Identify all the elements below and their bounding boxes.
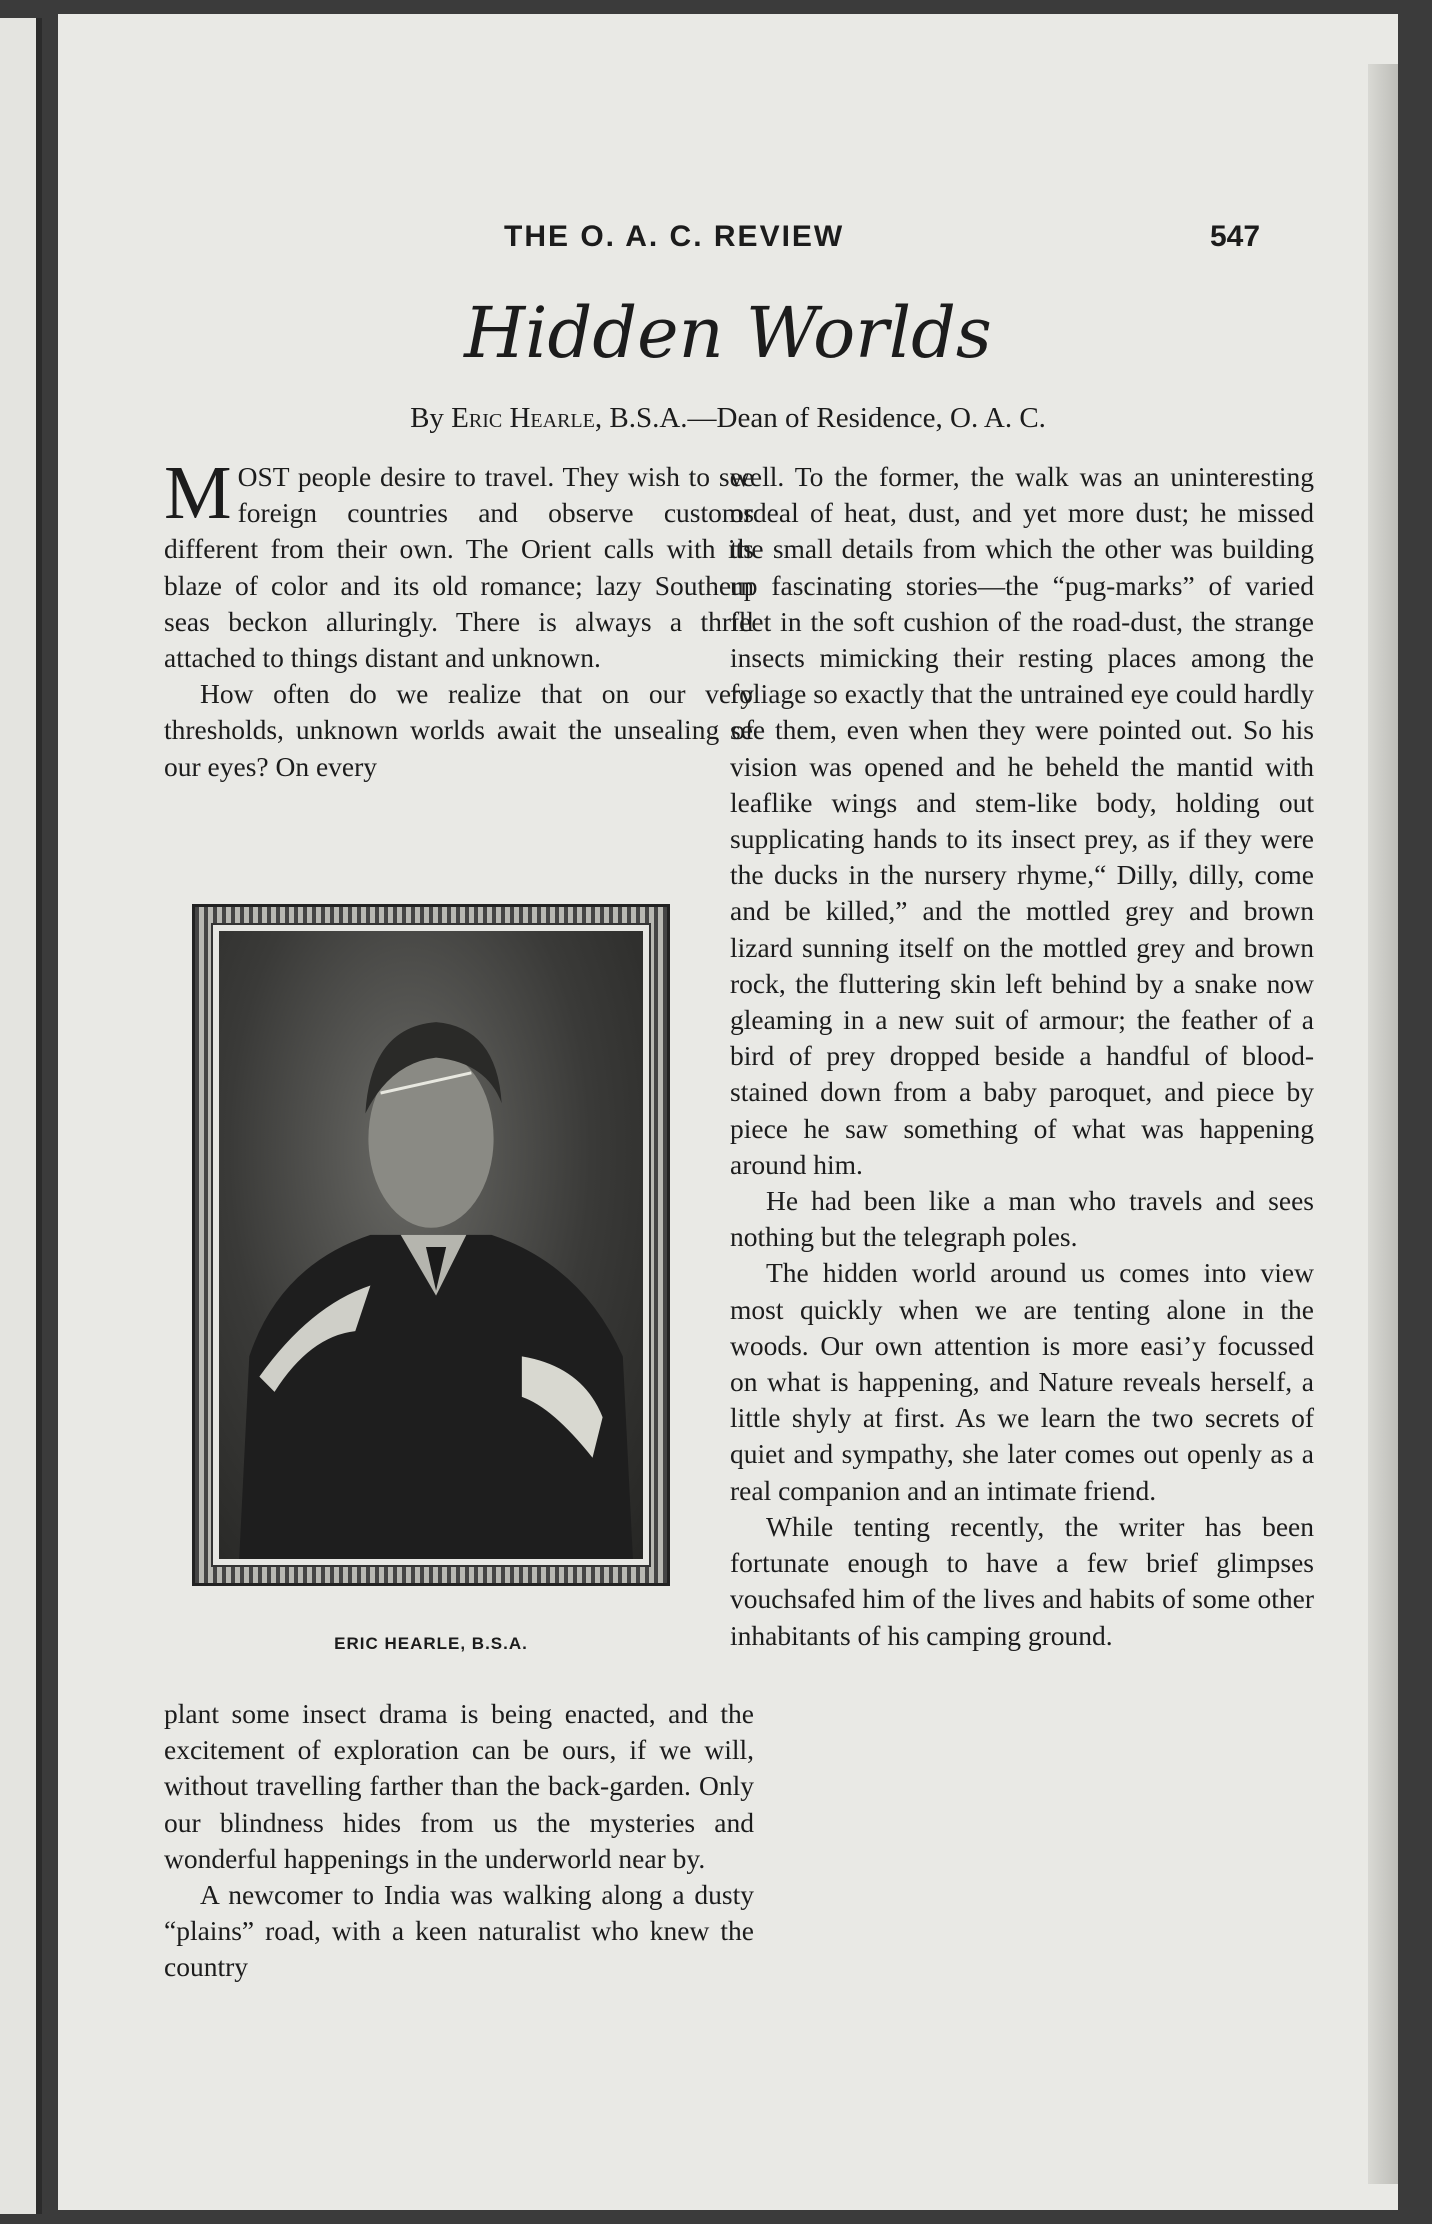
paragraph (164, 451, 754, 676)
byline-author: Eric Hearle (451, 402, 595, 434)
byline (58, 402, 1398, 435)
paragraph: A newcomer to India was walking along a dusty “plains” road, with a keen naturalist who knew the country (164, 1879, 754, 1983)
paragraph: well. To the former, the walk was an uninteresting ordeal of heat, dust, and yet more dust; he missed the small details from which the other was building up fascinating stories—the “pug-marks” of varied feet in the soft cushion of the road-dust, the strange insects mimicking their resting places among the foliage so exactly that the untrained eye could hardly see them, even when they were pointed out. So his vision was opened and he beheld the mantid with leaflike wings and stem-like body, holding out supplicating hands to its insect prey, as if they were the ducks in the nursery rhyme,“ Dilly, dilly, come and be killed,” and the mottled grey and brown lizard sunning itself on the mottled grey and brown rock, the fluttering skin left behind by a snake now gleaming in a new suit of armour; the feather of a bird of prey dropped beside a handful of blood-stained down from a baby paroquet, and piece by piece he saw something of what was happening around him. (730, 461, 1314, 1180)
article-title: Hidden Worlds (464, 292, 992, 374)
portrait-mat (211, 923, 651, 1567)
right-column (730, 459, 1314, 1654)
magazine-page (58, 14, 1398, 2210)
portrait-photo (219, 931, 643, 1559)
paragraph: The hidden world around us comes into view most quickly when we are tenting alone in the woods. Our own attention is more easi’y focussed on what is happening, and Nature reveals herself, a little shyly at first. As we learn the two secrets of quiet and sympathy, she later comes out openly as a real companion and an intimate friend. (730, 1257, 1314, 1506)
paragraph: plant some insect drama is being enacted, and the excitement of exploration can be ours, if we will, without travelling farther than the back-garden. Only our blindness hides from us the mysteries and wonderful happenings in the underworld near by. (164, 1698, 754, 1874)
portrait-frame (192, 904, 670, 1586)
left-column-top (164, 451, 754, 785)
paragraph-text: OST people desire to travel. They wish to see foreign countries and observe customs different from their own. The Orient calls with its blaze of color and its old romance; lazy Southern seas beckon alluringly. There is always a thrill attached to things distant and unknown. (164, 461, 754, 674)
paragraph: He had been like a man who travels and sees nothing but the telegraph poles. (730, 1185, 1314, 1253)
paragraph: How often do we realize that on our very thresholds, unknown worlds await the unsealing of our eyes? On every (164, 678, 754, 782)
paragraph: While tenting recently, the writer has been fortunate enough to have a few brief glimpses vouchsafed him of the lives and habits of some other inhabitants of his camping ground. (730, 1510, 1314, 1651)
byline-suffix: , B.S.A.—Dean of Residence, O. A. C. (594, 402, 1046, 434)
portrait-caption: ERIC HEARLE, B.S.A. (334, 1634, 528, 1653)
facing-page-edge (0, 18, 42, 2214)
page-number: 547 (1210, 220, 1261, 253)
drop-cap: M (164, 451, 232, 535)
page-stack-edge (1368, 64, 1398, 2184)
portrait-illustration (219, 931, 643, 1559)
left-column-bottom (164, 1696, 754, 1986)
byline-prefix: By (410, 402, 452, 434)
running-head: THE O. A. C. REVIEW (504, 220, 845, 253)
